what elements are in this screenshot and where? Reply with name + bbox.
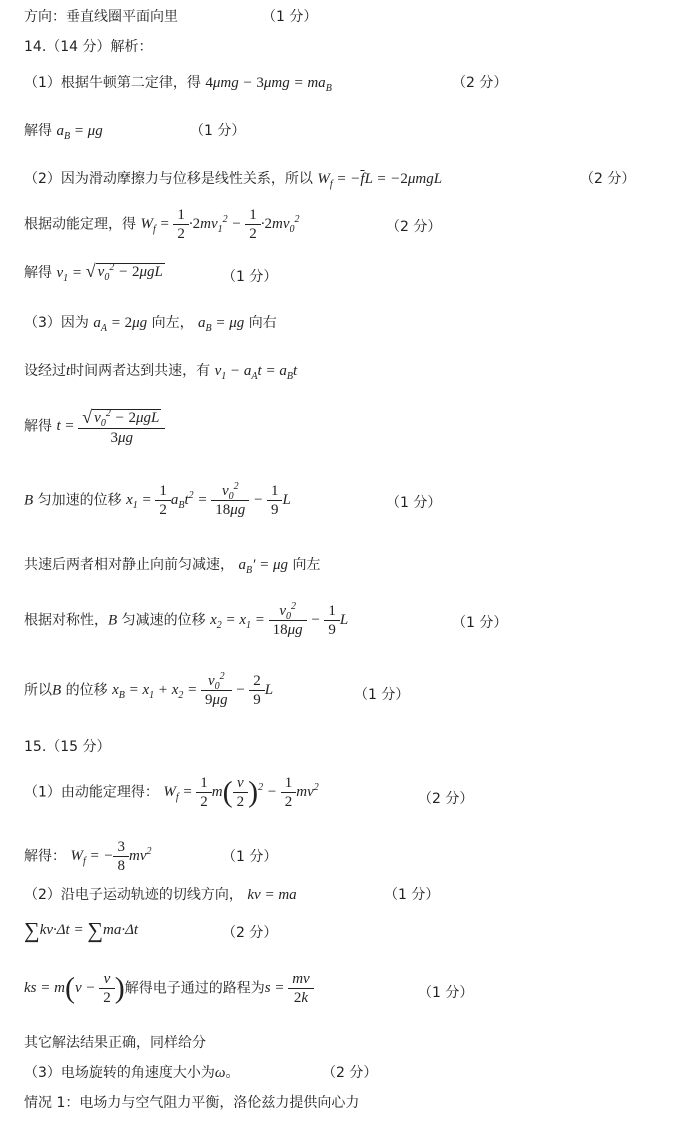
step-text: 。: [225, 1065, 240, 1081]
q14-symmetry: [24, 601, 349, 638]
q15-step2: [24, 888, 297, 903]
step-text: 共速后两者相对静止向前匀减速，: [24, 557, 234, 573]
score-label: （1 分）: [418, 985, 474, 1001]
formula: $x_B = x_1 + x_2$ = $\frac{v_0^2}{9\mu g}$ − $\frac{2}{9}$ L: [112, 671, 274, 708]
q14-total-displacement: [24, 671, 274, 708]
formula: s = $\frac{mv}{2k}$: [265, 980, 314, 996]
q15-path: [24, 972, 314, 1006]
q15-sum: [24, 920, 138, 942]
q14-step1: [24, 75, 332, 94]
score-label: （1 分）: [262, 9, 318, 25]
question-15-header: 15.（15 分）: [24, 739, 111, 755]
q14-energy-theorem: [24, 208, 299, 242]
score-label: （2 分）: [386, 219, 442, 235]
step-text: 向左: [292, 557, 321, 573]
step-text: 解得：: [24, 848, 66, 865]
q14-v1-result: [24, 261, 165, 284]
formula: $v_1$ = √ $v_0^2 - 2\mu gL$: [56, 261, 163, 284]
score-label: （1 分）: [452, 615, 508, 631]
step-text: 向右: [248, 315, 277, 331]
q14-decel: [24, 557, 321, 576]
score-label: （1 分）: [222, 269, 278, 285]
score-label: （1 分）: [386, 495, 442, 511]
step-text: 匀减速的位移: [121, 612, 206, 629]
formula: $W_f = -\overline{f}L = -2\mu mgL$: [317, 171, 443, 190]
score-label: （2 分）: [418, 791, 474, 807]
case-1-text: 情况 1：电场力与空气阻力平衡，洛伦兹力提供向心力: [24, 1095, 360, 1111]
step-text: （1）由动能定理得：: [24, 784, 159, 801]
score-label: （2 分）: [222, 925, 278, 941]
step-text: 的位移: [65, 682, 108, 699]
score-label: （1 分）: [222, 849, 278, 865]
step-text: 向左，: [151, 315, 194, 331]
formula: $a_B = \mu g$: [56, 123, 103, 142]
formula: ω: [214, 1065, 226, 1081]
step-text: （2）因为滑动摩擦力与位移是线性关系，所以: [24, 171, 313, 187]
step-text: 解得: [24, 123, 52, 139]
q14-t-result: [24, 408, 165, 446]
score-label: （2 分）: [322, 1065, 378, 1081]
q15-step1: [24, 776, 319, 810]
step-text: 时间两者达到共速，有: [70, 363, 211, 379]
step-text: 所以: [24, 682, 52, 699]
step-text: 匀加速的位移: [37, 492, 122, 509]
score-label: （2 分）: [452, 75, 508, 91]
q14-b-accel-displacement: [24, 481, 291, 518]
variable-b: B: [24, 492, 34, 509]
q14-common-speed: [24, 363, 298, 382]
formula: $v_1 - a_At = a_Bt$: [214, 363, 298, 382]
q15-step3: [24, 1066, 240, 1081]
direction-line: [24, 10, 178, 24]
formula: ∑kv·Δt = ∑ma·Δt: [24, 918, 139, 943]
formula: $a_B' = \mu g$: [238, 557, 288, 576]
step-text: （2）沿电子运动轨迹的切线方向，: [24, 887, 243, 903]
score-label: （1 分）: [354, 687, 410, 703]
formula: ks = m(v − $\frac{v}{2}$ ): [24, 971, 125, 1006]
formula: $W_f$ = $\frac{1}{2}$ $\cdot 2mv_1^2$ − $\frac{1}{2}$ $\cdot 2mv_0^2$: [140, 207, 300, 242]
step-text: （3）因为: [24, 315, 89, 331]
step-text: 根据动能定理，得: [24, 216, 136, 233]
question-14-header: 14.（14 分）解析：: [24, 39, 153, 55]
step-text: （1）根据牛顿第二定律，得: [24, 75, 201, 91]
score-label: （2 分）: [580, 171, 636, 187]
formula: kv = ma: [247, 887, 297, 903]
formula: $W_f$ = $\frac{1}{2}$ m( $\frac{v}{2}$ )$^2$ − $\frac{1}{2}$ $mv^2$: [163, 775, 319, 810]
score-label: （1 分）: [384, 887, 440, 903]
score-label: （1 分）: [190, 123, 246, 139]
variable-t: t: [66, 363, 71, 379]
formula: $W_f$ = − $\frac{3}{8}$ $mv^2$: [70, 839, 152, 874]
formula: $x_2 = x_1$ = $\frac{v_0^2}{18\mu g}$ − $\frac{1}{9}$ L: [210, 601, 349, 638]
step-text: 设经过: [24, 363, 66, 379]
step-text: 根据对称性，: [24, 612, 108, 629]
formula: $a_B = \mu g$: [198, 315, 245, 334]
variable-b: B: [108, 612, 118, 629]
q14-step1-result: [24, 123, 103, 142]
q15-wf-result: [24, 840, 151, 874]
step-text: 解得: [24, 265, 52, 281]
step-text: 解得: [24, 418, 52, 435]
formula: t = √ $v_0^2 - 2\mu gL$ 3μg: [56, 418, 165, 434]
q14-step2: [24, 171, 443, 190]
other-methods-note: 其它解法结果正确，同样给分: [24, 1035, 206, 1051]
formula: $x_1$ = $\frac{1}{2}$ $a_Bt^2$ = $\frac{v_0^2}{18\mu g}$ − $\frac{1}{9}$ L: [126, 481, 291, 518]
formula: $4\mu mg - 3\mu mg = ma_B$: [205, 75, 332, 94]
step-text: （3）电场旋转的角速度大小为: [24, 1065, 215, 1081]
formula: $a_A = 2\mu g$: [93, 315, 148, 334]
direction-text: 方向：垂直线圈平面向里: [24, 9, 178, 25]
variable-b: B: [52, 682, 62, 699]
q14-step3: [24, 315, 277, 334]
step-text: 解得电子通过的路程为: [124, 980, 265, 997]
